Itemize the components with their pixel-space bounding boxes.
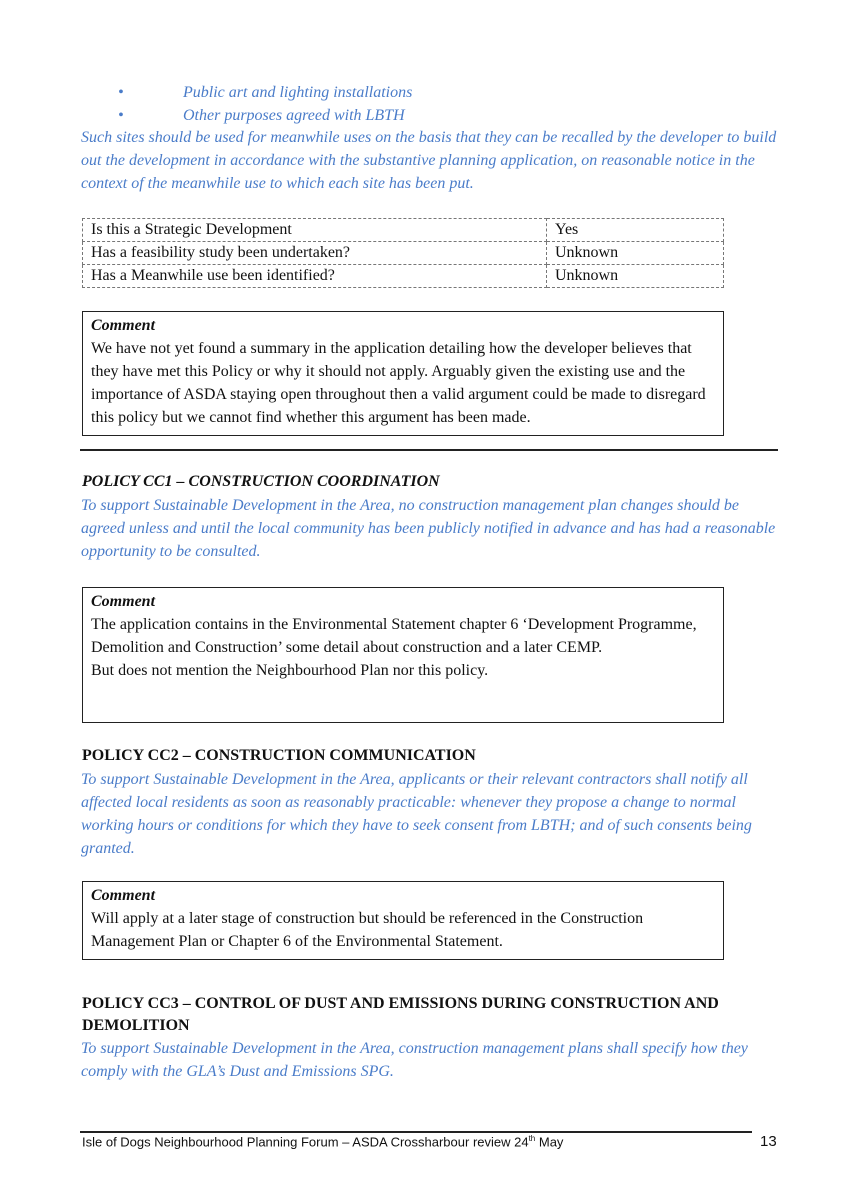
question-cell: Has a feasibility study been undertaken? xyxy=(83,242,547,265)
status-table xyxy=(82,218,724,288)
comment-box xyxy=(82,881,724,960)
comment-text: We have not yet found a summary in the application detailing how the developer believes that they have met this Policy or why it should not apply. Arguably given the existing use and the importance of ASDA staying open throughout then a valid argument could be made to disregard this policy but we cannot find whether this argument has been made. xyxy=(91,340,706,426)
page-number: 13 xyxy=(760,1133,777,1150)
comment-heading: Comment xyxy=(91,887,156,904)
table-row xyxy=(83,219,724,242)
comment-box xyxy=(82,311,724,436)
question-cell: Has a Meanwhile use been identified? xyxy=(83,265,547,288)
footer-title: Isle of Dogs Neighbourhood Planning Forum – ASDA Crossharbour review 24 xyxy=(82,1134,529,1150)
comment-heading: Comment xyxy=(91,317,156,334)
comment-text: Will apply at a later stage of construction but should be referenced in the Construction Management Plan or Chapter 6 of the Environmental Statement. xyxy=(91,910,644,950)
answer-cell: Unknown xyxy=(547,265,724,288)
policy-cc2-title: POLICY CC2 – CONSTRUCTION COMMUNICATION xyxy=(82,747,476,764)
bullet-icon: • xyxy=(118,107,124,124)
policy-cc3-text: To support Sustainable Development in the Area, construction management plans shall specify how they comply with the GLA’s Dust and Emissions SPG. xyxy=(81,1040,748,1080)
comment-text: The application contains in the Environmental Statement chapter 6 ‘Development Programme, Demolition and Construction’ some detail about construction and a later CEMP. xyxy=(91,616,697,656)
policy-cc1-title: POLICY CC1 – CONSTRUCTION COORDINATION xyxy=(82,473,440,490)
answer-cell: Unknown xyxy=(547,242,724,265)
footer-text xyxy=(82,1134,563,1149)
table-row xyxy=(83,265,724,288)
policy-cc2-text: To support Sustainable Development in the Area, applicants or their relevant contractors shall notify all affected local residents as soon as reasonably practicable: whenever they propose a change to normal working hours or conditions for which they have to seek consent from LBTH; and of such consents being granted. xyxy=(81,771,752,857)
table-row xyxy=(83,242,724,265)
policy-cc1-text: To support Sustainable Development in the Area, no construction management plan changes should be agreed unless and until the local community has been publicly notified in advance and has had a reasonable opportunity to be consulted. xyxy=(81,497,776,560)
intro-paragraph: Such sites should be used for meanwhile uses on the basis that they can be recalled by the developer to build out the development in accordance with the substantive planning application, on reasonable notice in the context of the meanwhile use to which each site has been put. xyxy=(81,129,777,192)
question-cell: Is this a Strategic Development xyxy=(83,219,547,242)
section-divider xyxy=(80,449,778,451)
footer-divider xyxy=(80,1131,752,1133)
footer-tail: May xyxy=(535,1134,564,1150)
bullet-item: Other purposes agreed with LBTH xyxy=(183,107,405,124)
comment-text: But does not mention the Neighbourhood Plan nor this policy. xyxy=(91,662,489,679)
bullet-icon: • xyxy=(118,84,124,101)
footer-sup: th xyxy=(528,1134,536,1143)
comment-box xyxy=(82,587,724,723)
policy-cc3-title: POLICY CC3 – CONTROL OF DUST AND EMISSIONS DURING CONSTRUCTION AND DEMOLITION xyxy=(82,995,719,1034)
answer-cell: Yes xyxy=(547,219,724,242)
bullet-item: Public art and lighting installations xyxy=(183,84,413,101)
comment-heading: Comment xyxy=(91,593,156,610)
